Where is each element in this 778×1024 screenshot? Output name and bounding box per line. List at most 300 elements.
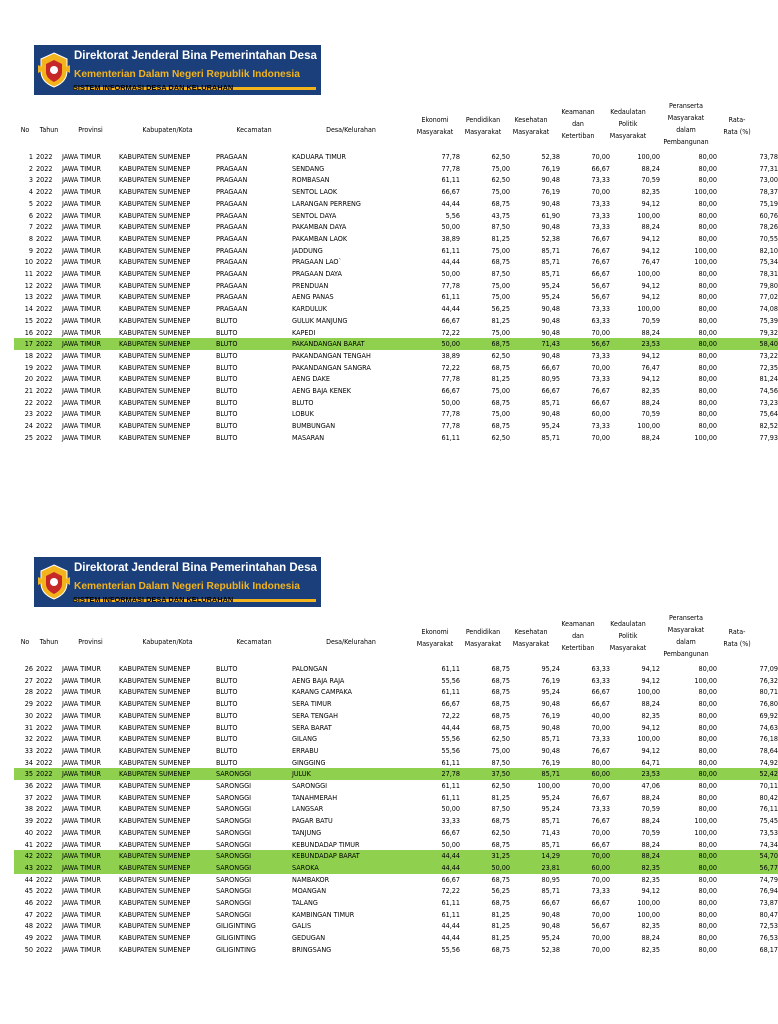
table-cell: 66,67 bbox=[591, 397, 610, 407]
table-cell: 2022 bbox=[36, 432, 53, 442]
table-cell: 75,45 bbox=[759, 816, 778, 826]
table-cell: 66,67 bbox=[541, 898, 560, 908]
table-cell: 100,00 bbox=[537, 781, 560, 791]
table-cell: 70,59 bbox=[641, 409, 660, 419]
table-cell: 61,11 bbox=[441, 687, 460, 697]
table-cell: 70,00 bbox=[591, 933, 610, 943]
banner-title: Direktorat Jenderal Bina Pemerintahan Desa bbox=[74, 50, 317, 62]
table-cell: 80,00 bbox=[698, 710, 717, 720]
table-cell: 76,47 bbox=[641, 257, 660, 267]
table-row bbox=[14, 710, 778, 722]
table-cell: SAROKA bbox=[292, 862, 410, 874]
table-cell: 44 bbox=[24, 874, 33, 884]
table-cell: 2022 bbox=[36, 409, 53, 419]
col-header-peranserta-line: Masyarakat bbox=[667, 114, 705, 122]
table-cell: PRAGAAN bbox=[216, 269, 248, 279]
table-cell: 23,81 bbox=[510, 862, 560, 874]
table-cell: 31,25 bbox=[460, 850, 510, 862]
table-cell: LARANGAN PERRENG bbox=[292, 198, 361, 208]
table-cell: 50 bbox=[24, 944, 33, 954]
table-cell: 68,75 bbox=[491, 675, 510, 685]
col-header-ekonomi bbox=[410, 626, 460, 650]
table-row bbox=[14, 675, 778, 687]
table-cell: 80,00 bbox=[698, 163, 717, 173]
table-cell: KABUPATEN SUMENEP bbox=[119, 292, 191, 302]
table-cell: KABUPATEN SUMENEP bbox=[119, 175, 191, 185]
table-cell: JAWA TIMUR bbox=[62, 862, 119, 874]
table-cell: 74,34 bbox=[759, 839, 778, 849]
table-cell: 72,22 bbox=[441, 362, 460, 372]
table-cell: 70,00 bbox=[591, 152, 610, 161]
table-cell: 33,33 bbox=[441, 816, 460, 826]
col-header-peranserta-line: dalam bbox=[676, 638, 696, 646]
table-cell: 50,00 bbox=[460, 862, 510, 874]
table-cell: 23,53 bbox=[610, 768, 660, 780]
table-cell: 2022 bbox=[36, 245, 53, 255]
table-cell: 60,00 bbox=[560, 768, 610, 780]
table-row bbox=[14, 350, 778, 362]
table-cell: 76,94 bbox=[759, 886, 778, 896]
table-cell: KABUPATEN SUMENEP bbox=[119, 944, 191, 954]
table-cell: 73,33 bbox=[591, 198, 610, 208]
table-cell: 88,24 bbox=[641, 397, 660, 407]
system-title: SISTEM INFORMASI DESA DAN KELURAHAN bbox=[73, 83, 234, 92]
table-cell: KABUPATEN SUMENEP bbox=[119, 280, 191, 290]
table-cell: SARONGGI bbox=[216, 909, 252, 919]
table-cell: PRAGAAN bbox=[216, 292, 248, 302]
table-cell: 2022 bbox=[36, 792, 53, 802]
table-cell: JAWA TIMUR bbox=[62, 362, 101, 372]
table-cell: 76,18 bbox=[759, 734, 778, 744]
table-cell: 100,00 bbox=[637, 909, 660, 919]
table-cell: 2022 bbox=[36, 850, 62, 862]
table-cell: 78,37 bbox=[759, 187, 778, 197]
table-cell: 35 bbox=[14, 768, 36, 780]
col-header-tahun: Tahun bbox=[39, 638, 59, 646]
table-cell: 100,00 bbox=[694, 675, 717, 685]
table-cell: 50,00 bbox=[441, 397, 460, 407]
table-cell: 90,48 bbox=[541, 909, 560, 919]
table-cell: 56,67 bbox=[560, 338, 610, 350]
table-cell: KABUPATEN SUMENEP bbox=[119, 675, 191, 685]
table-cell: 68,75 bbox=[491, 816, 510, 826]
table-cell: JAWA TIMUR bbox=[62, 421, 101, 431]
table-cell: GILANG bbox=[292, 734, 317, 744]
table-cell: 68,75 bbox=[491, 664, 510, 673]
table-cell: 56,25 bbox=[491, 886, 510, 896]
table-cell: 85,71 bbox=[541, 734, 560, 744]
table-cell: KABUPATEN SUMENEP bbox=[119, 664, 191, 673]
table-cell: 61,11 bbox=[441, 245, 460, 255]
table-cell: 19 bbox=[24, 362, 33, 372]
col-header-keamanan-line: dan bbox=[572, 632, 584, 640]
table-cell: 72,35 bbox=[759, 362, 778, 372]
table-cell: KABUPATEN SUMENEP bbox=[119, 304, 191, 314]
table-cell: TALANG bbox=[292, 898, 318, 908]
table-cell: 100,00 bbox=[637, 210, 660, 220]
table-row bbox=[14, 850, 778, 862]
data-table bbox=[14, 663, 778, 956]
table-cell: KABUPATEN SUMENEP bbox=[119, 816, 191, 826]
table-cell: 44,44 bbox=[410, 862, 460, 874]
table-cell: 80,00 bbox=[698, 664, 717, 673]
table-cell: 75,00 bbox=[491, 280, 510, 290]
table-cell: PRAGAAN bbox=[216, 280, 248, 290]
table-cell: 2022 bbox=[36, 222, 53, 232]
table-cell: 87,50 bbox=[491, 757, 510, 767]
table-cell: BLUTO bbox=[216, 722, 238, 732]
table-cell: JAWA TIMUR bbox=[62, 921, 101, 931]
table-cell: SENDANG bbox=[292, 163, 325, 173]
table-cell: 56,67 bbox=[591, 292, 610, 302]
col-header-peranserta-line: dalam bbox=[676, 126, 696, 134]
table-cell: KABUPATEN SUMENEP bbox=[119, 269, 191, 279]
table-row bbox=[14, 757, 778, 769]
table-cell: JAWA TIMUR bbox=[62, 757, 101, 767]
table-cell: 43,75 bbox=[491, 210, 510, 220]
table-cell: BLUTO bbox=[216, 745, 238, 755]
table-cell: SENTOL DAYA bbox=[292, 210, 337, 220]
table-row bbox=[14, 420, 778, 432]
garuda-emblem-icon bbox=[36, 563, 72, 601]
table-cell: PAGAR BATU bbox=[292, 816, 333, 826]
table-cell: 82,35 bbox=[641, 921, 660, 931]
col-header-kesehatan bbox=[506, 626, 556, 650]
table-cell: 70,00 bbox=[560, 850, 610, 862]
table-cell: JAWA TIMUR bbox=[62, 269, 101, 279]
table-cell: PRAGAAN bbox=[216, 152, 248, 161]
table-cell: 44,44 bbox=[441, 198, 460, 208]
table-cell: 68,75 bbox=[491, 710, 510, 720]
table-cell: 62,50 bbox=[491, 152, 510, 161]
table-row bbox=[14, 385, 778, 397]
table-cell: KABUPATEN SUMENEP bbox=[119, 338, 216, 350]
table-cell: 80,00 bbox=[698, 397, 717, 407]
table-cell: KARANG CAMPAKA bbox=[292, 687, 352, 697]
table-cell: 77,78 bbox=[441, 374, 460, 384]
table-cell: 2022 bbox=[36, 315, 53, 325]
table-cell: NAMBAKOR bbox=[292, 874, 330, 884]
table-row bbox=[14, 686, 778, 698]
table-cell: 75,00 bbox=[491, 187, 510, 197]
table-cell: 75,00 bbox=[491, 409, 510, 419]
table-cell: 50,00 bbox=[410, 338, 460, 350]
table-cell: LANGSAR bbox=[292, 804, 324, 814]
table-cell: 80,00 bbox=[698, 886, 717, 896]
table-cell: SARONGGI bbox=[216, 816, 252, 826]
table-cell: 68,17 bbox=[759, 944, 778, 954]
table-cell: 37,50 bbox=[460, 768, 510, 780]
table-cell: SARONGGI bbox=[216, 781, 252, 791]
table-cell: 52,38 bbox=[541, 944, 560, 954]
table-cell: 78,64 bbox=[759, 745, 778, 755]
table-cell: 76,67 bbox=[591, 233, 610, 243]
table-cell: 88,24 bbox=[641, 816, 660, 826]
table-cell: 2022 bbox=[36, 734, 53, 744]
table-cell: 2022 bbox=[36, 862, 62, 874]
table-cell: 38,89 bbox=[441, 350, 460, 360]
table-cell: 68,75 bbox=[491, 198, 510, 208]
col-header-keamanan-line: Keamanan bbox=[561, 620, 595, 628]
table-cell: 20 bbox=[24, 374, 33, 384]
table-cell: AENG BAJA KENEK bbox=[292, 386, 352, 396]
table-cell: 49 bbox=[24, 933, 33, 943]
table-cell: 87,50 bbox=[491, 804, 510, 814]
table-cell: SARONGGI bbox=[216, 768, 292, 780]
table-row bbox=[14, 663, 778, 675]
table-cell: PRAGAAN bbox=[216, 304, 248, 314]
table-cell: 2022 bbox=[36, 198, 53, 208]
table-cell: 62,50 bbox=[491, 350, 510, 360]
col-header-peranserta bbox=[657, 612, 715, 660]
table-cell: 80,00 bbox=[698, 269, 717, 279]
table-cell: 23,53 bbox=[610, 338, 660, 350]
table-cell: 73,33 bbox=[591, 350, 610, 360]
table-cell: 2022 bbox=[36, 710, 53, 720]
col-header-no: No bbox=[20, 126, 30, 134]
table-cell: 80,00 bbox=[698, 944, 717, 954]
table-cell: 2022 bbox=[36, 257, 53, 267]
table-cell: 76,32 bbox=[759, 675, 778, 685]
table-cell: 2022 bbox=[36, 187, 53, 197]
table-cell: 72,53 bbox=[759, 921, 778, 931]
table-cell: 76,19 bbox=[541, 163, 560, 173]
table-cell: 2022 bbox=[36, 874, 53, 884]
table-cell: BLUTO bbox=[216, 664, 238, 673]
col-header-ekonomi-line: Masyarakat bbox=[416, 128, 454, 136]
table-cell: MASARAN bbox=[292, 432, 325, 442]
table-cell: PRENDUAN bbox=[292, 280, 329, 290]
table-cell: 70,00 bbox=[591, 944, 610, 954]
table-cell: 30 bbox=[24, 710, 33, 720]
table-cell: 80,00 bbox=[698, 745, 717, 755]
col-header-rata bbox=[718, 114, 756, 138]
table-cell: BLUTO bbox=[216, 350, 238, 360]
table-row bbox=[14, 815, 778, 827]
table-cell: 2022 bbox=[36, 933, 53, 943]
table-cell: 85,71 bbox=[541, 432, 560, 442]
table-cell: 77,78 bbox=[441, 280, 460, 290]
col-header-rata-line: Rata- bbox=[728, 116, 746, 124]
table-cell: 70,00 bbox=[591, 722, 610, 732]
table-cell: 52,38 bbox=[541, 152, 560, 161]
col-header-kedaulatan bbox=[603, 618, 653, 654]
table-cell: 36 bbox=[24, 781, 33, 791]
table-cell: 62,50 bbox=[491, 175, 510, 185]
table-cell: 66,67 bbox=[441, 827, 460, 837]
table-cell: 13 bbox=[24, 292, 33, 302]
table-cell: TANJUNG bbox=[292, 827, 322, 837]
table-row bbox=[14, 862, 778, 874]
table-row bbox=[14, 874, 778, 886]
table-cell: 76,67 bbox=[591, 386, 610, 396]
table-cell: 2022 bbox=[36, 304, 53, 314]
col-header-kedaulatan-line: Politik bbox=[618, 120, 638, 128]
table-cell: 52,42 bbox=[717, 768, 778, 780]
table-cell: KABUPATEN SUMENEP bbox=[119, 210, 191, 220]
table-row bbox=[14, 210, 778, 222]
table-cell: 2022 bbox=[36, 722, 53, 732]
table-cell: 68,75 bbox=[491, 898, 510, 908]
table-cell: 2 bbox=[28, 163, 33, 173]
table-cell: 24 bbox=[24, 421, 33, 431]
table-cell: KABUPATEN SUMENEP bbox=[119, 734, 191, 744]
table-cell: 61,11 bbox=[441, 432, 460, 442]
table-cell: 29 bbox=[24, 699, 33, 709]
table-cell: 66,67 bbox=[591, 839, 610, 849]
table-cell: 100,00 bbox=[637, 152, 660, 161]
table-cell: 75,64 bbox=[759, 409, 778, 419]
table-cell: 90,48 bbox=[541, 304, 560, 314]
table-cell: 76,19 bbox=[541, 675, 560, 685]
table-cell: 11 bbox=[24, 269, 33, 279]
table-cell: 94,12 bbox=[641, 664, 660, 673]
table-cell: 73,33 bbox=[591, 374, 610, 384]
table-cell: GILIGINTING bbox=[216, 921, 256, 931]
table-cell: 16 bbox=[24, 327, 33, 337]
table-cell: 85,71 bbox=[541, 397, 560, 407]
table-row bbox=[14, 362, 778, 374]
table-cell: 70,11 bbox=[759, 781, 778, 791]
table-cell: JAWA TIMUR bbox=[62, 839, 101, 849]
table-cell: JAWA TIMUR bbox=[62, 198, 101, 208]
table-cell: KABUPATEN SUMENEP bbox=[119, 152, 191, 161]
table-cell: 73,78 bbox=[759, 152, 778, 161]
table-cell: 3 bbox=[28, 175, 33, 185]
table-cell: 95,24 bbox=[541, 421, 560, 431]
table-cell: 62,50 bbox=[491, 734, 510, 744]
table-cell: BLUTO bbox=[292, 397, 314, 407]
banner-title: Direktorat Jenderal Bina Pemerintahan Desa bbox=[74, 562, 317, 574]
table-cell: 81,25 bbox=[491, 374, 510, 384]
table-cell: 17 bbox=[14, 338, 36, 350]
table-cell: 2022 bbox=[36, 768, 62, 780]
table-cell: JAWA TIMUR bbox=[62, 687, 101, 697]
table-row bbox=[14, 245, 778, 257]
table-row bbox=[14, 303, 778, 315]
table-row bbox=[14, 733, 778, 745]
table-cell: JAWA TIMUR bbox=[62, 745, 101, 755]
table-cell: 80,00 bbox=[698, 210, 717, 220]
table-cell: 88,24 bbox=[641, 792, 660, 802]
table-cell: 77,78 bbox=[441, 409, 460, 419]
col-header-desa: Desa/Kelurahan bbox=[326, 638, 376, 646]
table-cell: 70,00 bbox=[591, 874, 610, 884]
table-cell: 66,67 bbox=[441, 699, 460, 709]
table-cell: 44,44 bbox=[441, 933, 460, 943]
table-cell: BRINGSANG bbox=[292, 944, 332, 954]
col-header-kedaulatan-line: Masyarakat bbox=[609, 644, 647, 652]
table-cell: 73,22 bbox=[759, 350, 778, 360]
table-cell: SENTOL LAOK bbox=[292, 187, 338, 197]
table-cell: KABUPATEN SUMENEP bbox=[119, 757, 191, 767]
table-cell: 90,48 bbox=[541, 198, 560, 208]
table-cell: JAWA TIMUR bbox=[62, 397, 101, 407]
table-cell: 12 bbox=[24, 280, 33, 290]
table-cell: SARONGGI bbox=[216, 804, 252, 814]
table-cell: 58,40 bbox=[717, 338, 778, 350]
table-cell: AENG DAKE bbox=[292, 374, 331, 384]
table-cell: BLUTO bbox=[216, 374, 238, 384]
table-cell: 94,12 bbox=[641, 292, 660, 302]
table-cell: 94,12 bbox=[641, 675, 660, 685]
table-row bbox=[14, 256, 778, 268]
table-cell: 95,24 bbox=[541, 792, 560, 802]
table-cell: 61,11 bbox=[441, 792, 460, 802]
col-header-rata-line: Rata (%) bbox=[723, 128, 751, 136]
table-cell: 95,24 bbox=[541, 664, 560, 673]
table-cell: PRAGAAN bbox=[216, 222, 248, 232]
table-cell: 76,67 bbox=[591, 792, 610, 802]
col-header-pendidikan bbox=[458, 114, 508, 138]
table-cell: 80,00 bbox=[698, 222, 717, 232]
table-cell: KABUPATEN SUMENEP bbox=[119, 804, 191, 814]
table-row bbox=[14, 338, 778, 350]
table-cell: JAWA TIMUR bbox=[62, 222, 101, 232]
table-cell: 4 bbox=[28, 187, 33, 197]
table-cell: 80,00 bbox=[660, 768, 717, 780]
table-cell: 2022 bbox=[36, 816, 53, 826]
table-cell: BUMBUNGAN bbox=[292, 421, 336, 431]
table-cell: KABUPATEN SUMENEP bbox=[119, 933, 191, 943]
table-cell: 2022 bbox=[36, 675, 53, 685]
table-cell: 2022 bbox=[36, 292, 53, 302]
table-cell: 2022 bbox=[36, 745, 53, 755]
table-cell: 80,00 bbox=[698, 175, 717, 185]
col-header-peranserta-line: Pembangunan bbox=[663, 650, 709, 658]
table-cell: 79,80 bbox=[759, 280, 778, 290]
table-cell: 2022 bbox=[36, 386, 53, 396]
table-cell: KABUPATEN SUMENEP bbox=[119, 327, 191, 337]
table-cell: 80,00 bbox=[698, 198, 717, 208]
table-cell: 2022 bbox=[36, 327, 53, 337]
table-cell: 80,00 bbox=[698, 804, 717, 814]
table-row bbox=[14, 327, 778, 339]
table-cell: 80,95 bbox=[541, 874, 560, 884]
table-cell: 44,44 bbox=[410, 850, 460, 862]
table-cell: 70,59 bbox=[641, 827, 660, 837]
table-cell: BLUTO bbox=[216, 397, 238, 407]
table-cell: 100,00 bbox=[637, 304, 660, 314]
table-cell: PRAGAAN bbox=[216, 198, 248, 208]
table-cell: 87,50 bbox=[491, 269, 510, 279]
table-cell: 100,00 bbox=[694, 432, 717, 442]
table-cell: KABUPATEN SUMENEP bbox=[119, 827, 191, 837]
table-cell: 81,25 bbox=[491, 792, 510, 802]
table-cell: 50,00 bbox=[441, 269, 460, 279]
table-cell: JAWA TIMUR bbox=[62, 233, 101, 243]
table-cell: 66,67 bbox=[541, 386, 560, 396]
table-cell: 82,35 bbox=[641, 187, 660, 197]
table-cell: 80,00 bbox=[698, 421, 717, 431]
table-cell: 66,67 bbox=[591, 687, 610, 697]
table-cell: 8 bbox=[28, 233, 33, 243]
table-cell: 80,95 bbox=[541, 374, 560, 384]
table-cell: BLUTO bbox=[216, 362, 238, 372]
col-header-keamanan-line: Keamanan bbox=[561, 108, 595, 116]
table-cell: 66,67 bbox=[441, 386, 460, 396]
col-header-pendidikan-line: Pendidikan bbox=[465, 628, 501, 636]
table-cell: 94,12 bbox=[641, 233, 660, 243]
table-cell: 73,33 bbox=[591, 222, 610, 232]
table-cell: 85,71 bbox=[510, 768, 560, 780]
table-cell: KABUPATEN SUMENEP bbox=[119, 781, 191, 791]
col-header-pendidikan-line: Pendidikan bbox=[465, 116, 501, 124]
table-cell: BLUTO bbox=[216, 327, 238, 337]
table-cell: PAKANDANGAN SANGRA bbox=[292, 362, 371, 372]
table-cell: JAWA TIMUR bbox=[62, 257, 101, 267]
table-cell: 74,56 bbox=[759, 386, 778, 396]
